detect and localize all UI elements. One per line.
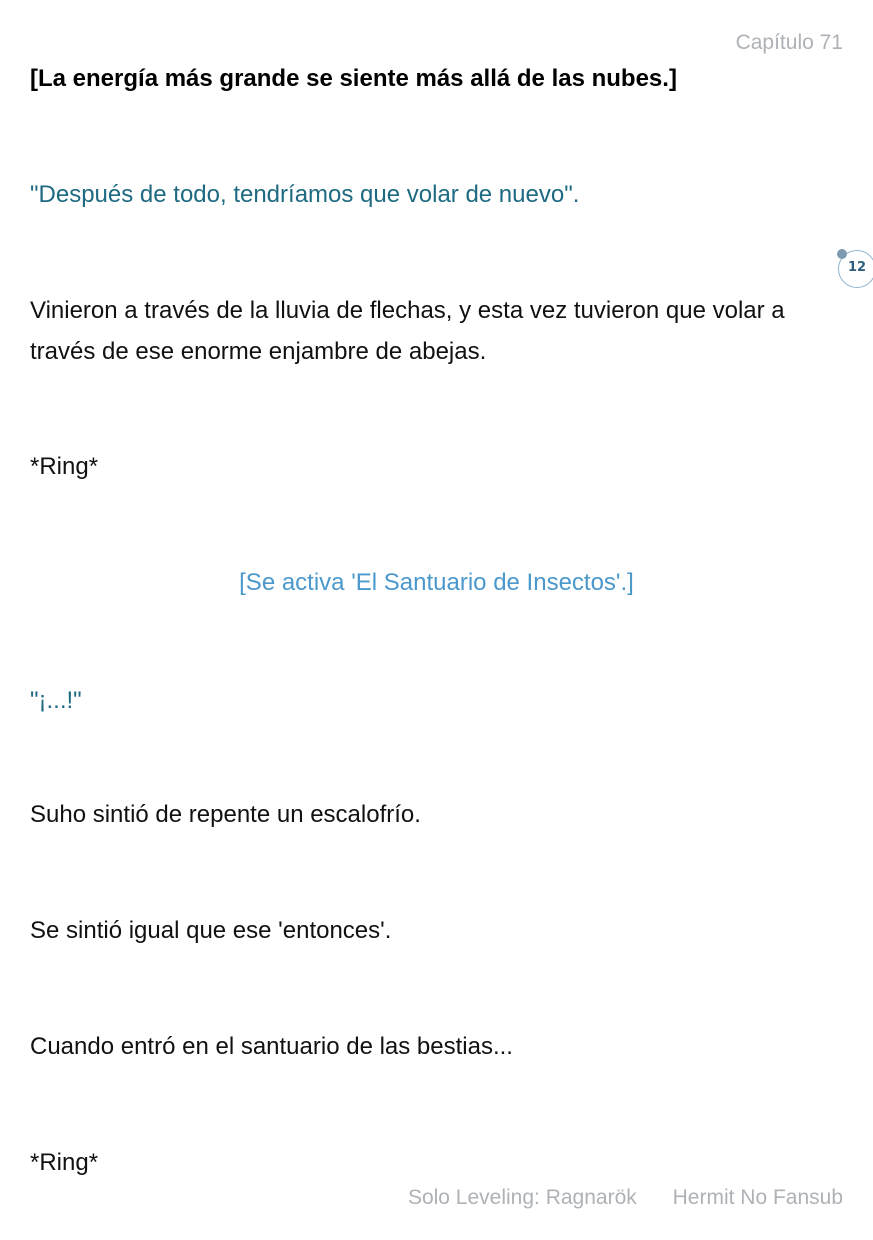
paragraph-exclamation: "¡...!" <box>30 687 82 714</box>
paragraph-sound-effect: *Ring* <box>30 453 99 480</box>
badge-dot-icon <box>837 249 847 259</box>
paragraph-narration: Cuando entró en el santuario de las bestias... <box>30 1033 513 1060</box>
paragraph-narration: Se sintió igual que ese 'entonces'. <box>30 917 392 944</box>
paragraph-system-message: [La energía más grande se siente más allá de las nubes.] <box>30 65 677 92</box>
paragraph-narration: Vinieron a través de la lluvia de flechas, y esta vez tuvieron que volar a través de ese enorme enjambre de abejas. <box>30 297 785 365</box>
comment-count-badge[interactable] <box>838 250 873 288</box>
paragraph-narration: Suho sintió de repente un escalofrío. <box>30 801 421 828</box>
novel-title: Solo Leveling: Ragnarök <box>407 1186 637 1209</box>
paragraph-sound-effect: *Ring* <box>30 1149 99 1176</box>
paragraph-system-activation: [Se activa 'El Santuario de Insectos'.] <box>239 569 634 596</box>
chapter-label: Capítulo 71 <box>735 31 843 54</box>
paragraph-dialogue: "Después de todo, tendríamos que volar de nuevo". <box>30 181 580 208</box>
translator-credit: Hermit No Fansub <box>672 1186 843 1209</box>
page-footer <box>408 1186 843 1210</box>
comment-count: 12 <box>847 260 867 275</box>
